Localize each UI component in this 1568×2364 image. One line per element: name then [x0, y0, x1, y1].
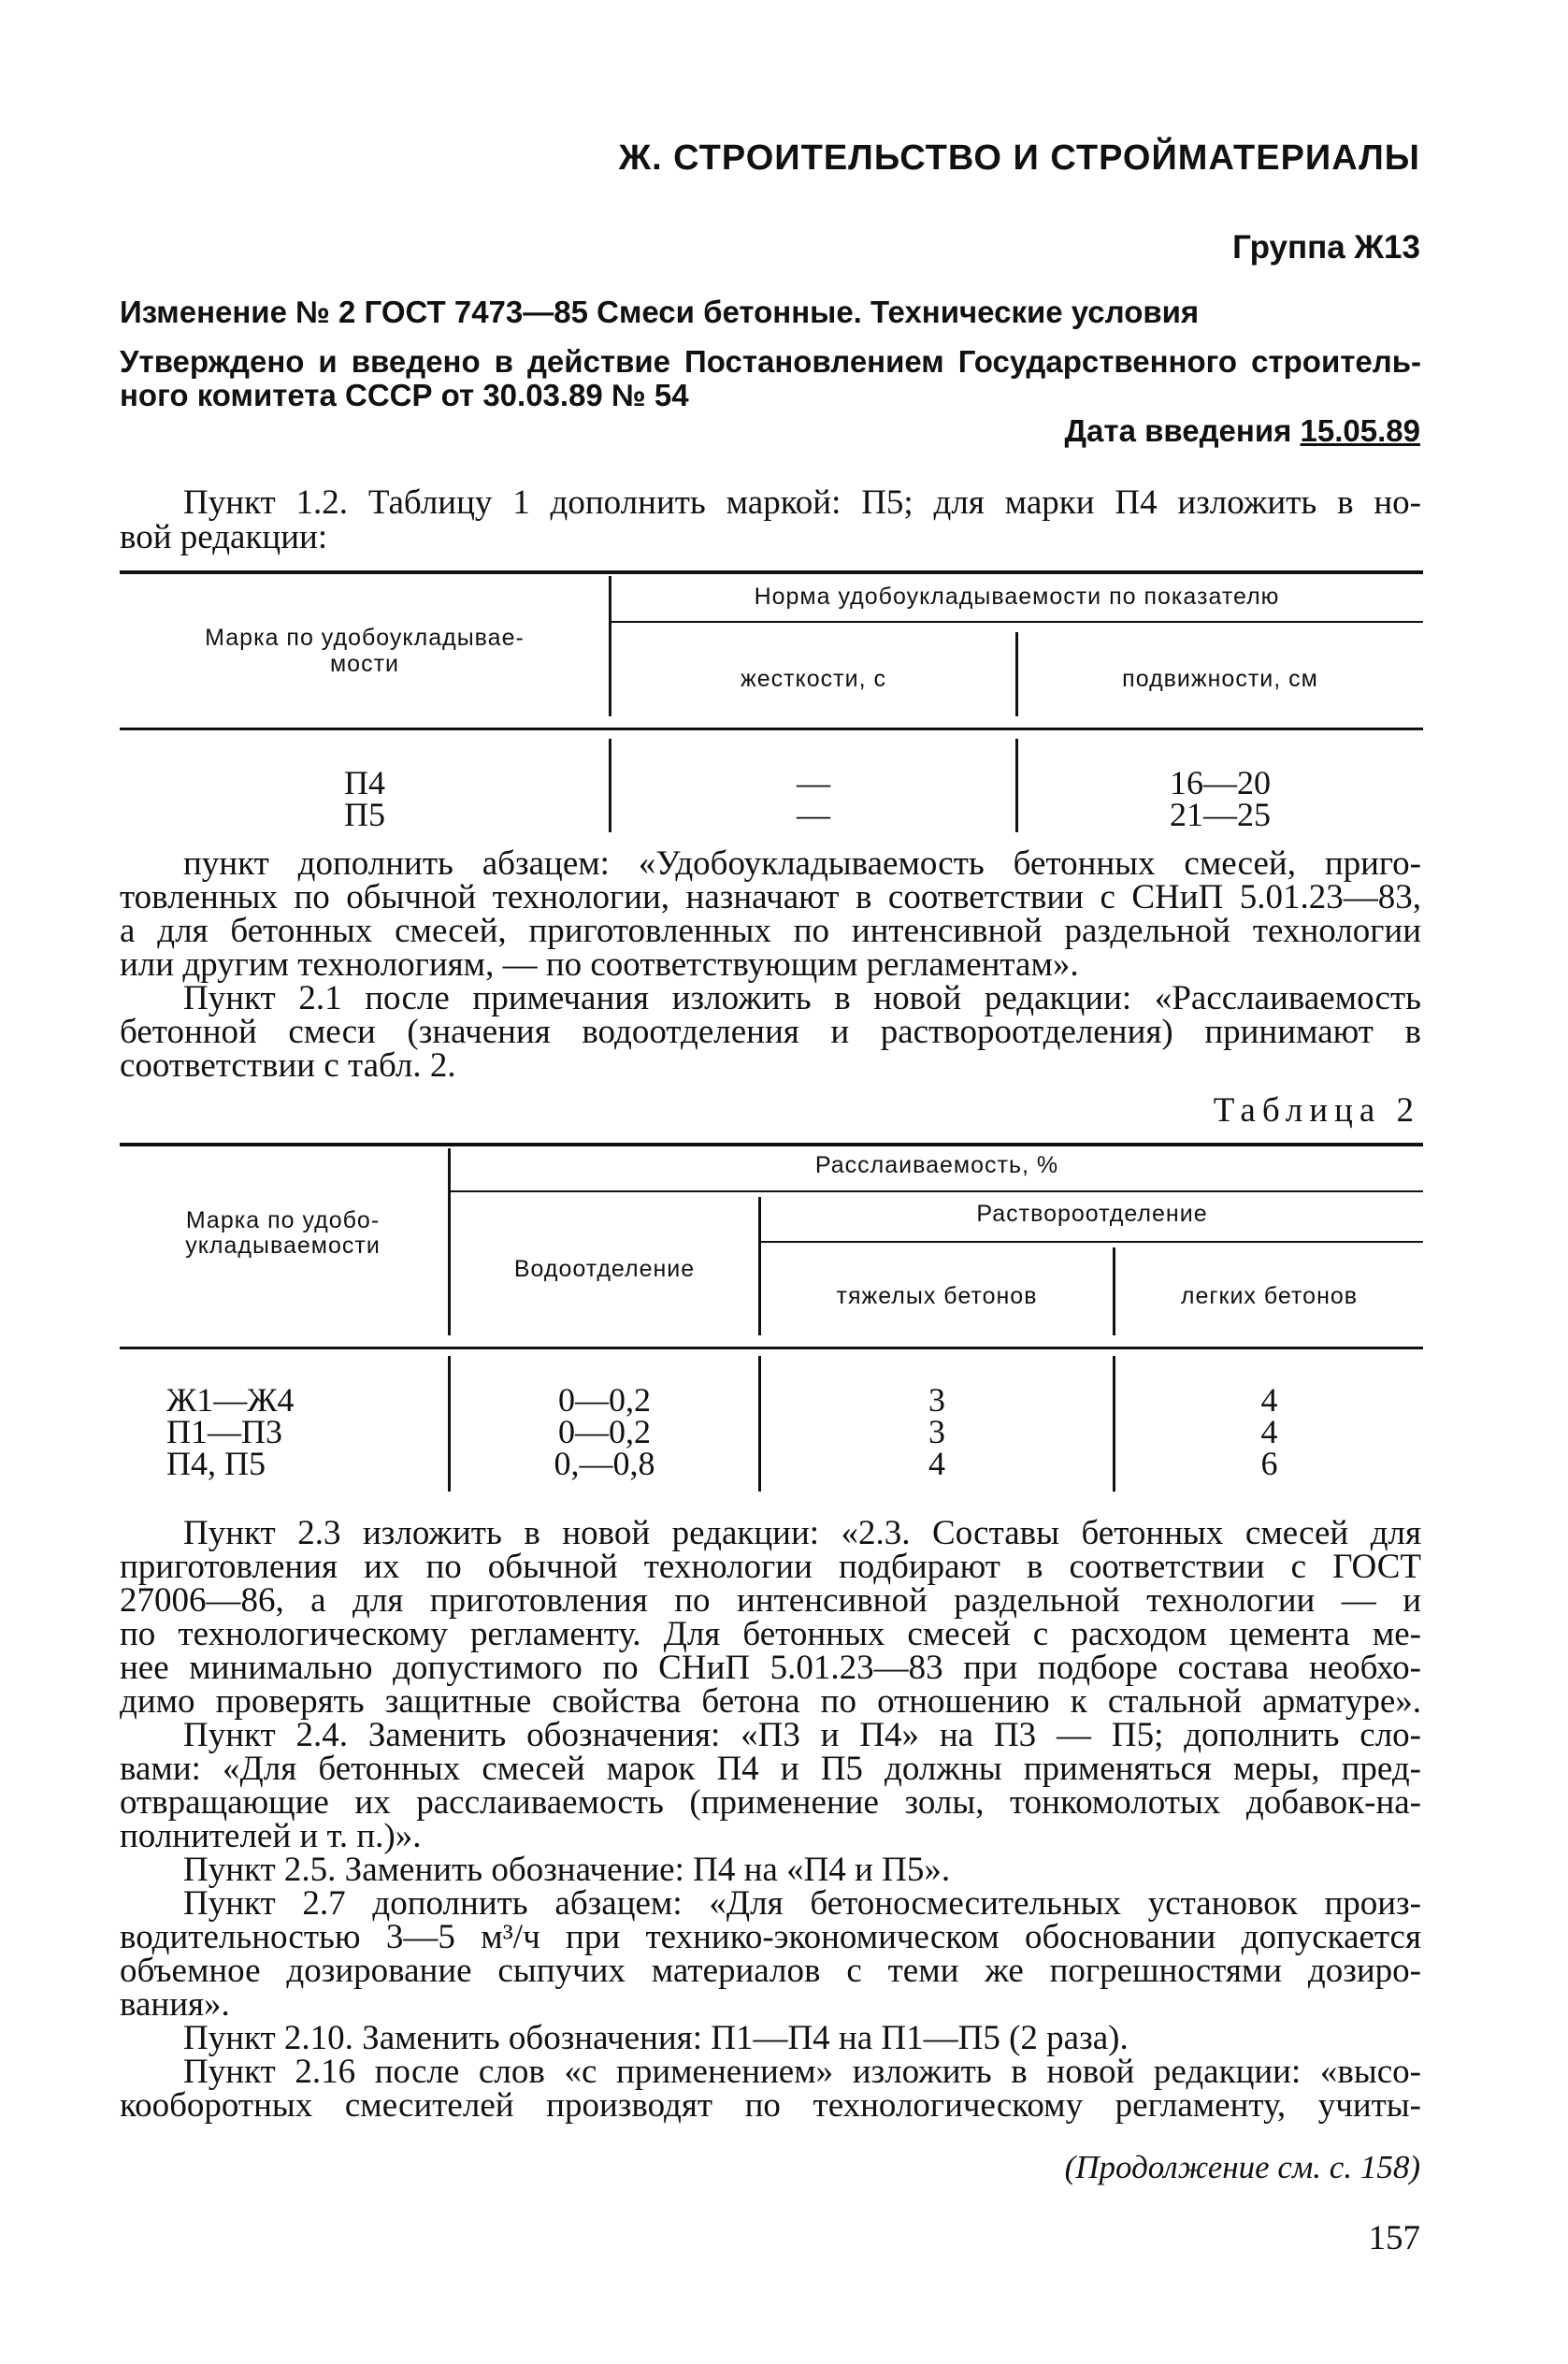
table-1-row-1-mark: П4 [344, 764, 385, 801]
table-1-col-divider-1-body [609, 739, 611, 832]
table-2-row-2-mark: П1—П3 [166, 1413, 282, 1450]
table-2-caption: Таблица 2 [1213, 1091, 1420, 1130]
table-1-col-stiffness-header: жесткости, с [740, 666, 886, 692]
table-2-row-1-mark: Ж1—Ж4 [166, 1381, 295, 1419]
change-title: Изменение № 2 ГОСТ 7473—85 Смеси бетонные. Технические условия [120, 295, 1200, 329]
para-2-3-line-2: приготовления их по обычной технологии подбирают в соответствии с ГОСТ [120, 1548, 1421, 1586]
para-2-7-line-1: Пункт 2.7 дополнить абзацем: «Для бетоносмесительных установок произ- [183, 1884, 1421, 1923]
para-2-3-line-6: димо проверять защитные свойства бетона по отношению к стальной арматуре». [120, 1682, 1421, 1721]
para-2-1-line-1: Пункт 2.1 после примечания изложить в новой редакции: «Расслаиваемость [183, 979, 1421, 1017]
table-2-col-divider-1 [448, 1148, 451, 1335]
para-2-5-line-1: Пункт 2.5. Заменить обозначение: П4 на «П4 и П5». [183, 1851, 951, 1889]
para-2-1-line-3: соответствии с табл. 2. [120, 1046, 456, 1085]
table-2-row-3-water: 0,—0,8 [554, 1445, 655, 1482]
para-2-7-line-2: водительностью 3—5 м³/ч при технико-экономическом обосновании допускается [120, 1918, 1421, 1956]
table-1-row-2-mark: П5 [344, 796, 385, 833]
table-2-group-header: Расслаиваемость, % [814, 1152, 1059, 1178]
table-2-col-divider-1-body [448, 1356, 451, 1492]
page-number: 157 [1368, 2219, 1420, 2257]
para-2-16-line-1: Пункт 2.16 после слов «с применением» изложить в новой редакции: «высо- [183, 2053, 1421, 2091]
table-2-top-rule [120, 1143, 1423, 1146]
table-1-group-header: Норма удобоукладываемости по показателю [754, 584, 1280, 610]
para-2-4-line-2: вами: «Для бетонных смесей марок П4 и П5 должны применяться меры, пред- [120, 1750, 1421, 1788]
table-1-group-rule [610, 621, 1423, 623]
approved-line-2: ного комитета СССР от 30.03.89 № 54 [120, 378, 689, 412]
table-2-col-water-header: Водоотделение [513, 1256, 696, 1282]
para-after-t1-line-4: или другим технологиям, — по соответствующим регламентам». [120, 945, 1079, 984]
section-title: Ж. СТРОИТЕЛЬСТВО И СТРОЙМАТЕРИАЛЫ [618, 138, 1420, 178]
table-2-col-mark-header: Марка по удобо- укладываемости [185, 1207, 381, 1259]
para-2-3-line-3: 27006—86, а для приготовления по интенсивной раздельной технологии — и [120, 1581, 1421, 1620]
para-2-4-line-4: полнителей и т. п.)». [120, 1817, 422, 1855]
table-2-col-divider-3 [1113, 1247, 1115, 1335]
table-2-row-3-mark: П4, П5 [166, 1445, 266, 1482]
table-2-header-rule [120, 1347, 1423, 1349]
approved-line-1: Утверждено и введено в действие Постановлением Государственного строитель- [120, 344, 1421, 379]
table-2-group-rule [449, 1190, 1423, 1192]
para-2-7-line-4: вания». [120, 1985, 230, 2024]
para-2-4-line-1: Пункт 2.4. Заменить обозначения: «П3 и П4» на П3 — П5; дополнить сло- [183, 1716, 1421, 1754]
table-2-row-3-heavy: 4 [928, 1445, 945, 1482]
table-2-col-divider-2-body [758, 1356, 761, 1492]
para-2-3-line-4: по технологическому регламенту. Для бетонных смесей с расходом цемента ме- [120, 1615, 1421, 1653]
table-1-row-2-mobility: 21—25 [1170, 796, 1271, 833]
table-2-row-1-heavy: 3 [928, 1381, 945, 1419]
para-2-3-line-5: нее минимально допустимого по СНиП 5.01.23—83 при подборе состава необхо- [120, 1649, 1421, 1687]
table-1-col-mobility-header: подвижности, см [1122, 666, 1318, 692]
para-after-t1-line-2: товленных по обычной технологии, назначают в соответствии с СНиП 5.01.23—83, [120, 878, 1421, 916]
effective-date-label: Дата введения [1064, 413, 1301, 448]
table-2-row-3-light: 6 [1260, 1445, 1278, 1482]
table-2-subgroup-rule [759, 1241, 1423, 1243]
para-after-t1-line-3: а для бетонных смесей, приготовленных по интенсивной раздельной технологии [120, 912, 1421, 950]
effective-date-value: 15.05.89 [1300, 413, 1420, 448]
table-2-col-heavy-header: тяжелых бетонов [836, 1283, 1038, 1309]
continuation-note: (Продолжение см. с. 158) [1064, 2149, 1420, 2185]
table-1-row-2-stiffness: — [797, 796, 830, 833]
group-label: Группа Ж13 [1232, 229, 1420, 266]
para-2-16-line-2: кооборотных смесителей производят по технологическому регламенту, учиты- [120, 2086, 1421, 2125]
table-2-row-2-light: 4 [1260, 1413, 1278, 1450]
para-2-10-line-1: Пункт 2.10. Заменить обозначения: П1—П4 на П1—П5 (2 раза). [183, 2019, 1129, 2057]
table-1-col-divider-1 [609, 576, 611, 716]
table-1-col-divider-2-body [1015, 739, 1018, 832]
para-2-7-line-3: объемное дозирование сыпучих материалов с теми же погрешностями дозиро- [120, 1952, 1421, 1990]
table-2-col-divider-2 [758, 1197, 761, 1335]
para-2-3-line-1: Пункт 2.3 изложить в новой редакции: «2.3. Составы бетонных смесей для [183, 1514, 1421, 1552]
table-2-row-2-heavy: 3 [928, 1413, 945, 1450]
para-after-t1-line-1: пункт дополнить абзацем: «Удобоукладываемость бетонных смесей, приго- [183, 844, 1421, 883]
table-2-row-2-water: 0—0,2 [558, 1413, 651, 1450]
table-2-row-1-water: 0—0,2 [558, 1381, 651, 1419]
table-2-subgroup-header: Раствороотделение [976, 1201, 1208, 1227]
table-1-col-mark-header: Марка по удобоукладывае- мости [205, 625, 525, 677]
effective-date [1065, 413, 1420, 449]
para-2-4-line-3: отвращающие их расслаиваемость (применение золы, тонкомолотых добавок-на- [120, 1783, 1421, 1822]
table-2-col-light-header: легких бетонов [1180, 1283, 1359, 1309]
table-2-col-divider-3-body [1113, 1356, 1115, 1492]
table-1-top-rule [120, 570, 1423, 574]
intro-line-2: вой редакции: [120, 518, 328, 556]
table-1-row-1-mobility: 16—20 [1170, 764, 1271, 801]
table-1-header-rule [120, 728, 1423, 730]
table-1-col-divider-2 [1015, 632, 1018, 716]
intro-line-1: Пункт 1.2. Таблицу 1 дополнить маркой: П5; для марки П4 изложить в но- [183, 483, 1421, 522]
para-2-1-line-2: бетонной смеси (значения водоотделения и раствороотделения) принимают в [120, 1013, 1421, 1051]
table-2-row-1-light: 4 [1260, 1381, 1278, 1419]
table-1-row-1-stiffness: — [797, 764, 830, 801]
